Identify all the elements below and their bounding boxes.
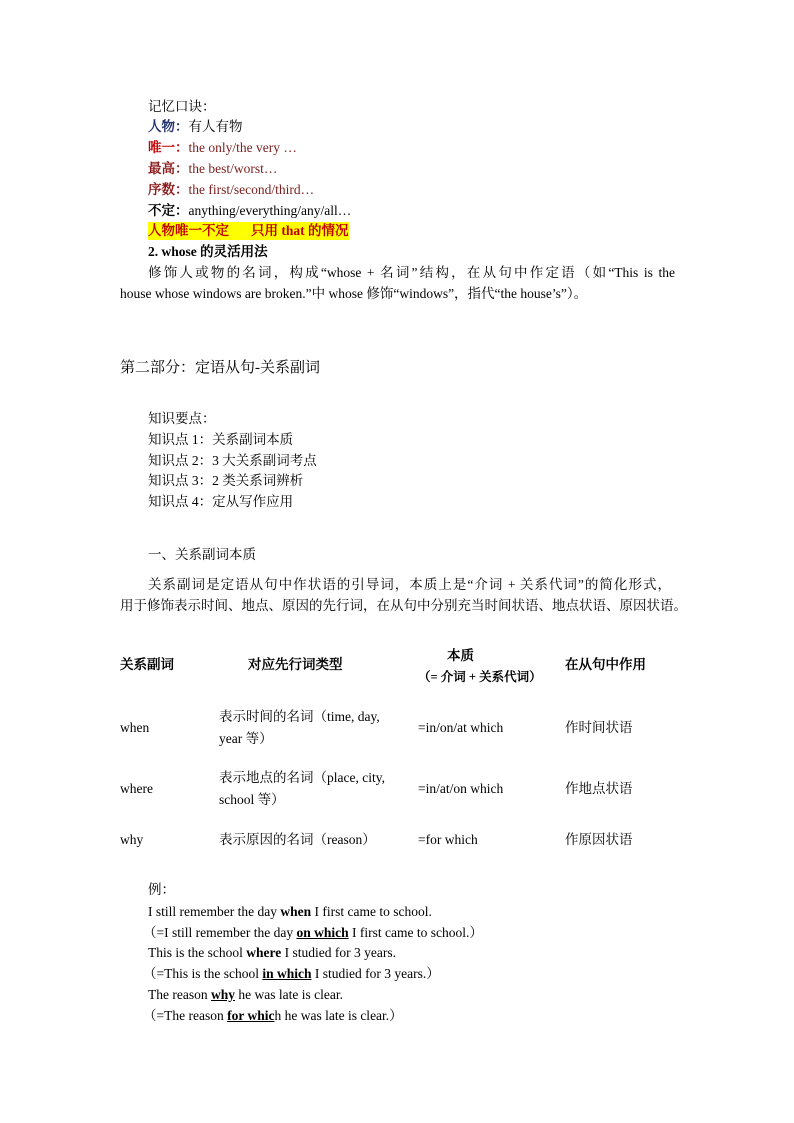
section1-paragraph-line1: 关系副词是定语从句中作状语的引导词，本质上是“介词 + 关系代词”的简化形式， [148,577,671,592]
indefinite-label: 不定： [148,203,189,218]
table-header-adverb: 关系副词 [120,657,174,672]
summary-part-c: 的情况 [308,223,349,238]
example-post: I first came to school.） [348,925,483,940]
key-point-item: 知识点 4：定从写作应用 [148,494,294,509]
table-cell-antecedent: 表示原因的名词（reason） [219,832,376,847]
table-header-essence-note: （= 介词 + 关系代词） [418,670,542,684]
table-cell-role: 作时间状语 [565,720,633,735]
table-cell-adverb: where [120,781,153,796]
table-cell-antecedent: school 等） [219,792,285,807]
example-line [148,944,396,962]
example-post: I first came to school. [311,904,432,919]
example-pre: I still remember the day [148,904,281,919]
mnemonic-title: 记忆口诀： [148,99,216,114]
example-key: on which [296,925,349,940]
part2-title: 第二部分：定语从句-关系副词 [120,360,320,376]
person-label: 人物： [148,119,189,134]
ordinal-label: 序数： [148,182,189,197]
example-pre: （=The reason [143,1008,228,1023]
example-post: h he was late is clear.） [274,1008,403,1023]
summary-part-b: 只用 [251,223,278,238]
example-key: why [210,987,235,1002]
whose-paragraph-line1: 修饰人或物的名词，构成“whose + 名词”结构，在从句中作定语（如“This is the [148,265,675,280]
table-cell-adverb: why [120,832,144,847]
mnemonic-line-indefinite [148,202,351,220]
examples-label: 例： [148,882,175,897]
example-line [143,965,440,983]
example-line [148,986,343,1004]
key-point-item: 知识点 3：2 类关系词辨析 [148,473,304,488]
example-post: I studied for 3 years. [281,945,396,960]
superlative-text: the best/worst… [188,161,278,176]
example-line [148,903,432,921]
example-key: for whic [227,1008,275,1023]
example-pre: （=This is the school [143,966,263,981]
mnemonic-summary-highlight [148,222,349,240]
section1-paragraph-line2: 用于修饰表示时间、地点、原因的先行词，在从句中分别充当时间状语、地点状语、原因状语。 [120,598,687,613]
table-cell-essence: =in/on/at which [418,720,504,735]
mnemonic-line-person [148,118,243,136]
key-point-item: 知识点 1：关系副词本质 [148,432,294,447]
table-cell-essence: =in/at/on which [418,781,504,796]
whose-heading: 2. whose 的灵活用法 [148,244,268,259]
example-pre: This is the school [148,945,247,960]
key-point-item: 知识点 2：3 大关系副词考点 [148,453,317,468]
table-header-essence: 本质 [447,648,474,663]
mnemonic-line-ordinal [148,181,314,199]
table-header-antecedent: 对应先行词类型 [248,657,343,672]
example-pre: （=I still remember the day [143,925,297,940]
table-cell-role: 作原因状语 [565,832,633,847]
example-line [143,924,483,942]
table-cell-role: 作地点状语 [565,781,633,796]
whose-paragraph-line2: house whose windows are broken.”中 whose 修饰“windows”，指代“the house’s”）。 [120,286,588,301]
indefinite-text: anything/everything/any/all… [188,203,352,218]
person-text: 有人有物 [188,119,243,134]
example-post: I studied for 3 years.） [311,966,440,981]
summary-part-a: 人物唯一不定 [148,223,229,238]
example-key: where [246,945,282,960]
ordinal-text: the first/second/third… [188,182,315,197]
table-cell-antecedent: 表示时间的名词（time, day, [219,709,380,724]
mnemonic-line-superlative [148,160,277,178]
table-cell-essence: =for which [418,832,478,847]
table-cell-antecedent: year 等） [219,731,273,746]
unique-label: 唯一： [148,140,189,155]
example-pre: The reason [148,987,211,1002]
example-line [143,1007,403,1025]
table-cell-antecedent: 表示地点的名词（place, city, [219,770,385,785]
summary-that: that [281,223,305,238]
table-cell-adverb: when [120,720,150,735]
table-header-role: 在从句中作用 [565,657,646,672]
mnemonic-line-unique [148,139,297,157]
superlative-label: 最高： [148,161,189,176]
key-points-title: 知识要点： [148,411,216,426]
example-key: when [280,904,312,919]
section1-title: 一、关系副词本质 [148,547,256,562]
example-key: in which [262,966,312,981]
unique-text: the only/the very … [188,140,297,155]
example-post: he was late is clear. [235,987,343,1002]
